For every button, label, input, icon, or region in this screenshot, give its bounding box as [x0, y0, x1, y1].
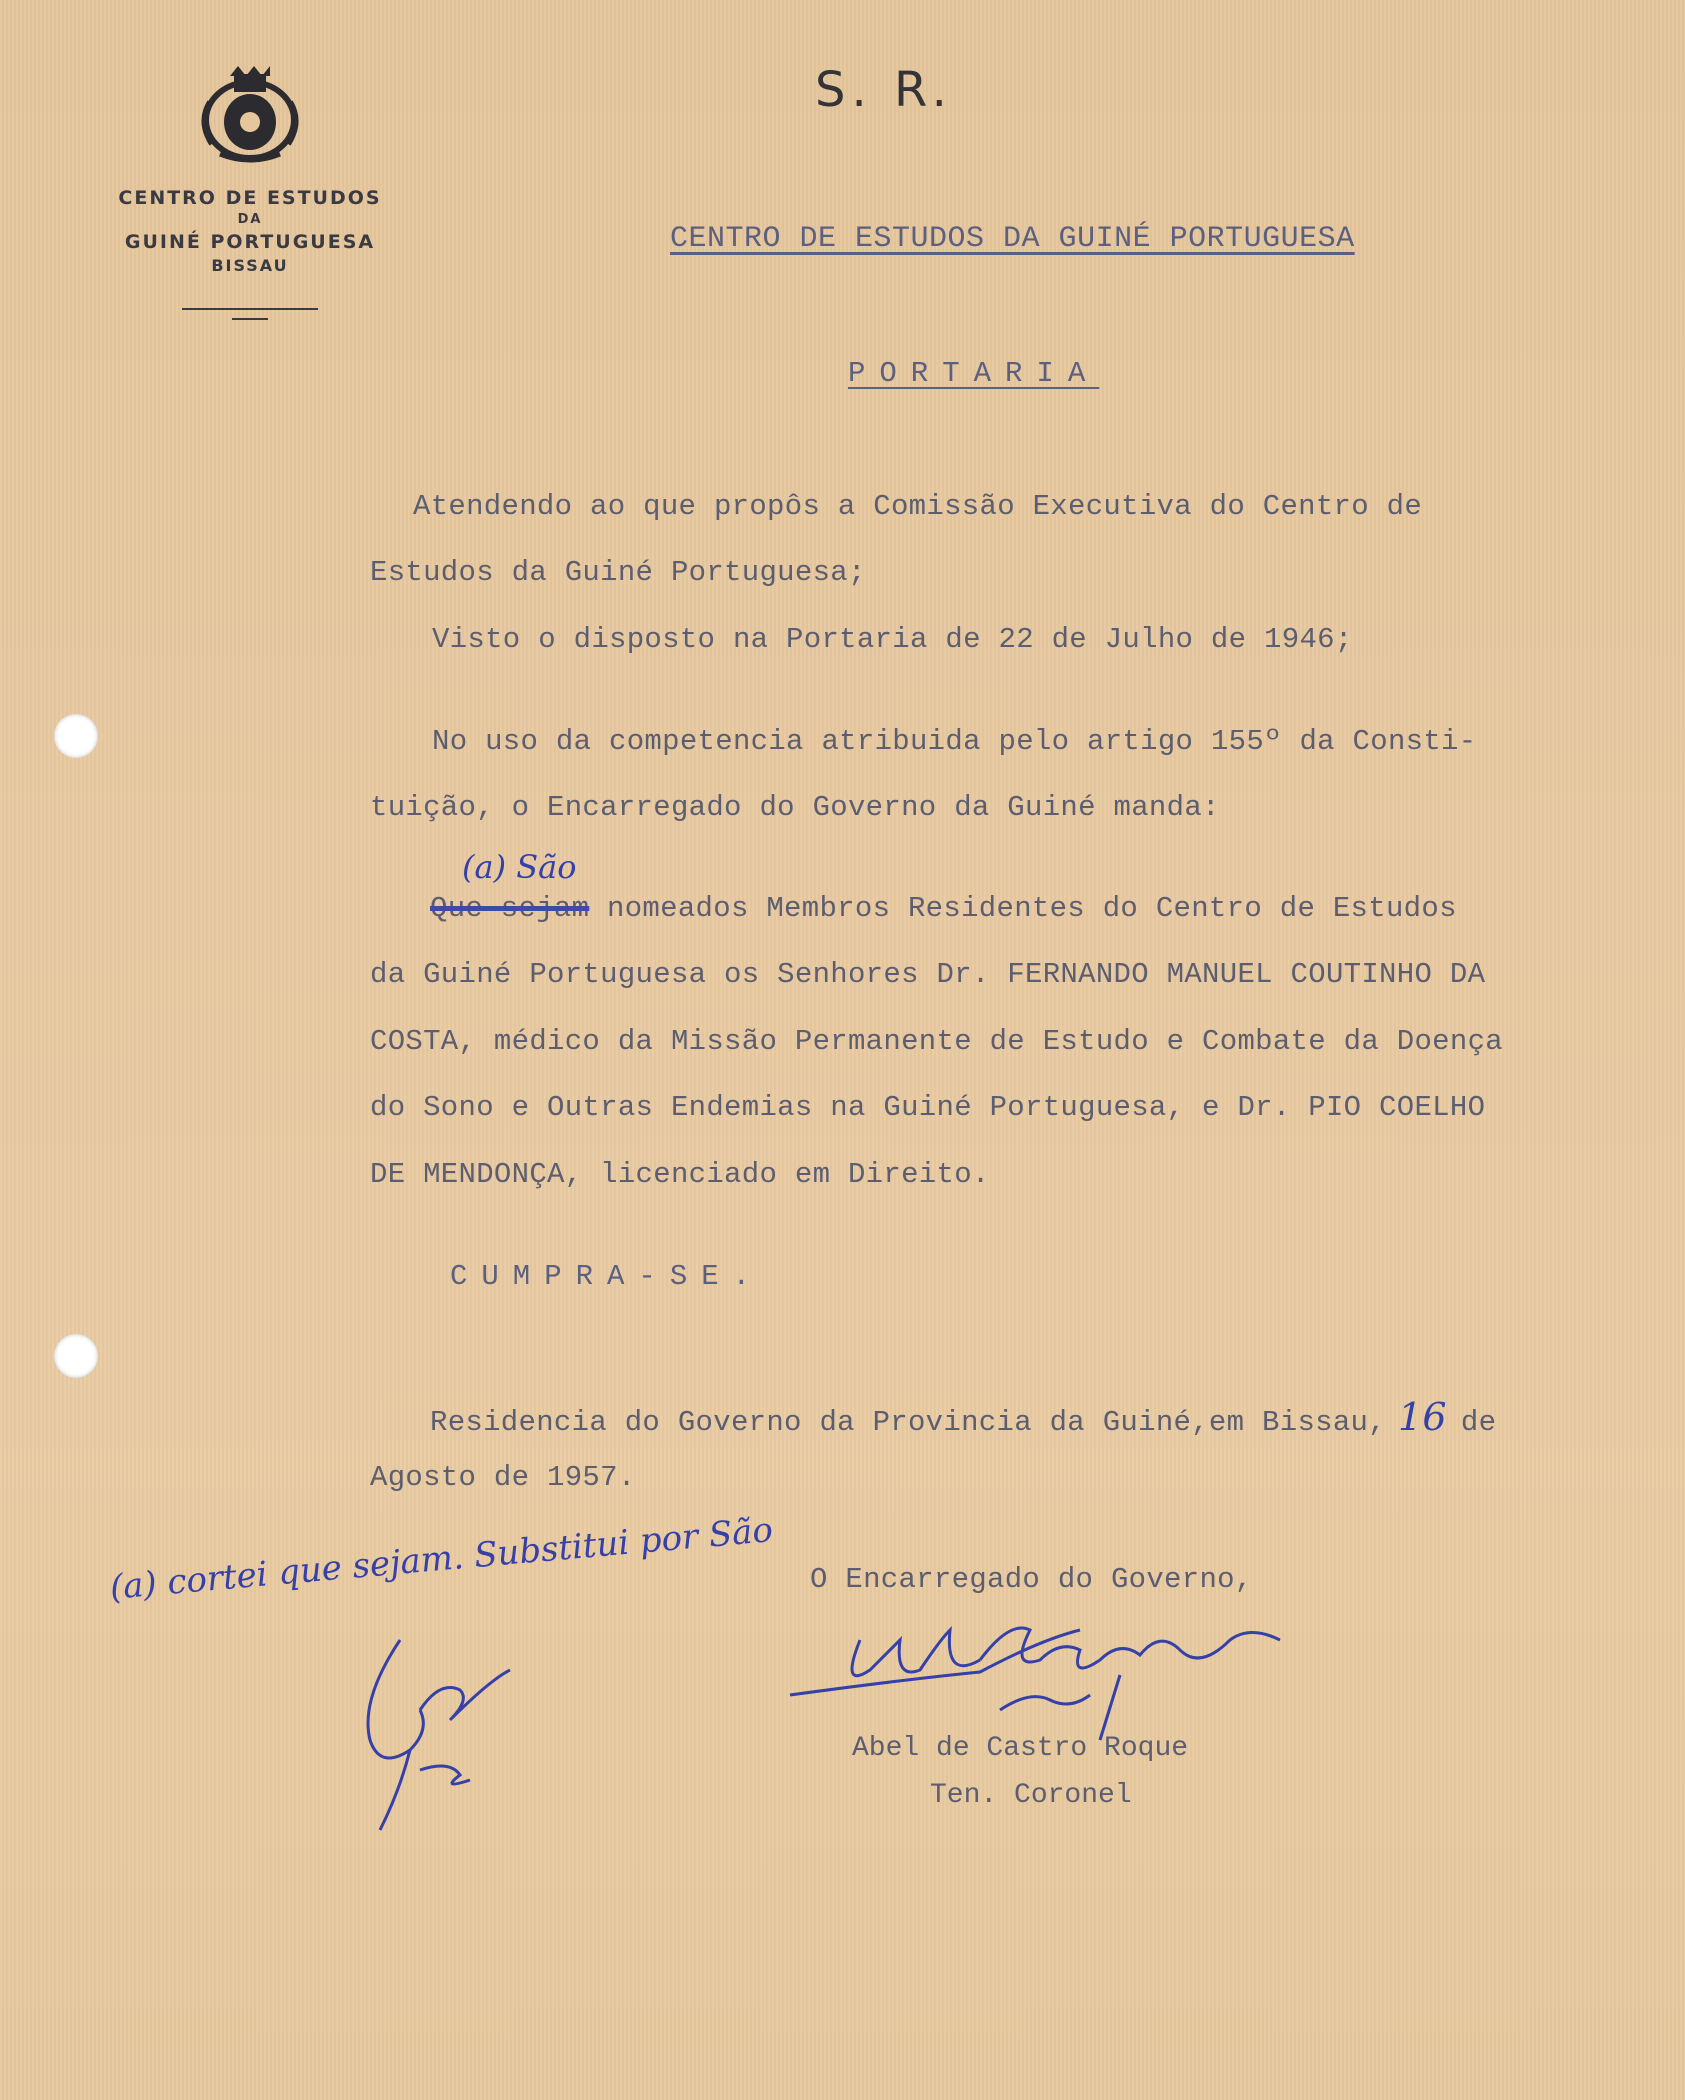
letterhead-line-4: BISSAU	[211, 256, 289, 275]
paragraph-4-line-3: COSTA, médico da Missão Permanente de Estudo e Combate da Doença	[370, 1025, 1503, 1058]
letterhead-line-2: DA	[237, 212, 263, 227]
closing-de: de	[1460, 1406, 1497, 1439]
struck-text: Que sejam	[430, 892, 590, 925]
letterhead-line-3: GUINÉ PORTUGUESA	[124, 231, 376, 253]
paragraph-4-line-1-rest: nomeados Membros Residentes do Centro de Estudos	[589, 892, 1457, 925]
signer-role: O Encarregado do Governo,	[810, 1563, 1253, 1596]
handwritten-correction: (a) São	[462, 848, 577, 886]
paragraph-2: Visto o disposto na Portaria de 22 de Julho de 1946;	[432, 623, 1353, 656]
punch-hole-bottom	[54, 1334, 98, 1378]
signer-rank: Ten. Coronel	[930, 1780, 1132, 1811]
closing-place: Residencia do Governo da Provincia da Guiné,em Bissau,	[430, 1406, 1386, 1439]
paragraph-1-line-2: Estudos da Guiné Portuguesa;	[370, 556, 866, 589]
letterhead-organization	[80, 185, 420, 277]
closing-line-1	[430, 1395, 1496, 1439]
punch-hole-top	[54, 714, 98, 758]
margin-initials-signature	[340, 1620, 540, 1840]
closing-line-2: Agosto de 1957.	[370, 1461, 636, 1494]
signer-name: Abel de Castro Roque	[852, 1733, 1189, 1764]
paragraph-4-line-4: do Sono e Outras Endemias na Guiné Portuguesa, e Dr. PIO COELHO	[370, 1091, 1486, 1124]
paragraph-4-line-2: da Guiné Portuguesa os Senhores Dr. FERNANDO MANUEL COUTINHO DA	[370, 958, 1486, 991]
cumpra-se: CUMPRA-SE.	[450, 1260, 765, 1293]
paragraph-3-line-2: tuição, o Encarregado do Governo da Guiné manda:	[370, 791, 1220, 824]
coat-of-arms-seal-icon	[190, 62, 310, 167]
margin-annotation: (a) cortei que sejam. Substitui por São	[108, 1510, 775, 1608]
handwritten-day: 16	[1397, 1395, 1447, 1439]
governor-signature	[780, 1600, 1300, 1750]
header-sr: S. R.	[815, 62, 953, 118]
document-title: PORTARIA	[848, 357, 1100, 390]
letterhead-divider	[182, 308, 318, 310]
paragraph-3-line-1: No uso da competencia atribuida pelo artigo 155º da Consti-	[432, 725, 1477, 758]
letterhead-line-1: CENTRO DE ESTUDOS	[118, 187, 382, 209]
paragraph-1-line-1: Atendendo ao que propôs a Comissão Executiva do Centro de	[413, 490, 1423, 523]
paragraph-4-line-1	[430, 892, 1457, 925]
paragraph-4-line-5: DE MENDONÇA, licenciado em Direito.	[370, 1158, 990, 1191]
header-institution: CENTRO DE ESTUDOS DA GUINÉ PORTUGUESA	[670, 222, 1355, 256]
letterhead-divider-short	[232, 318, 268, 320]
